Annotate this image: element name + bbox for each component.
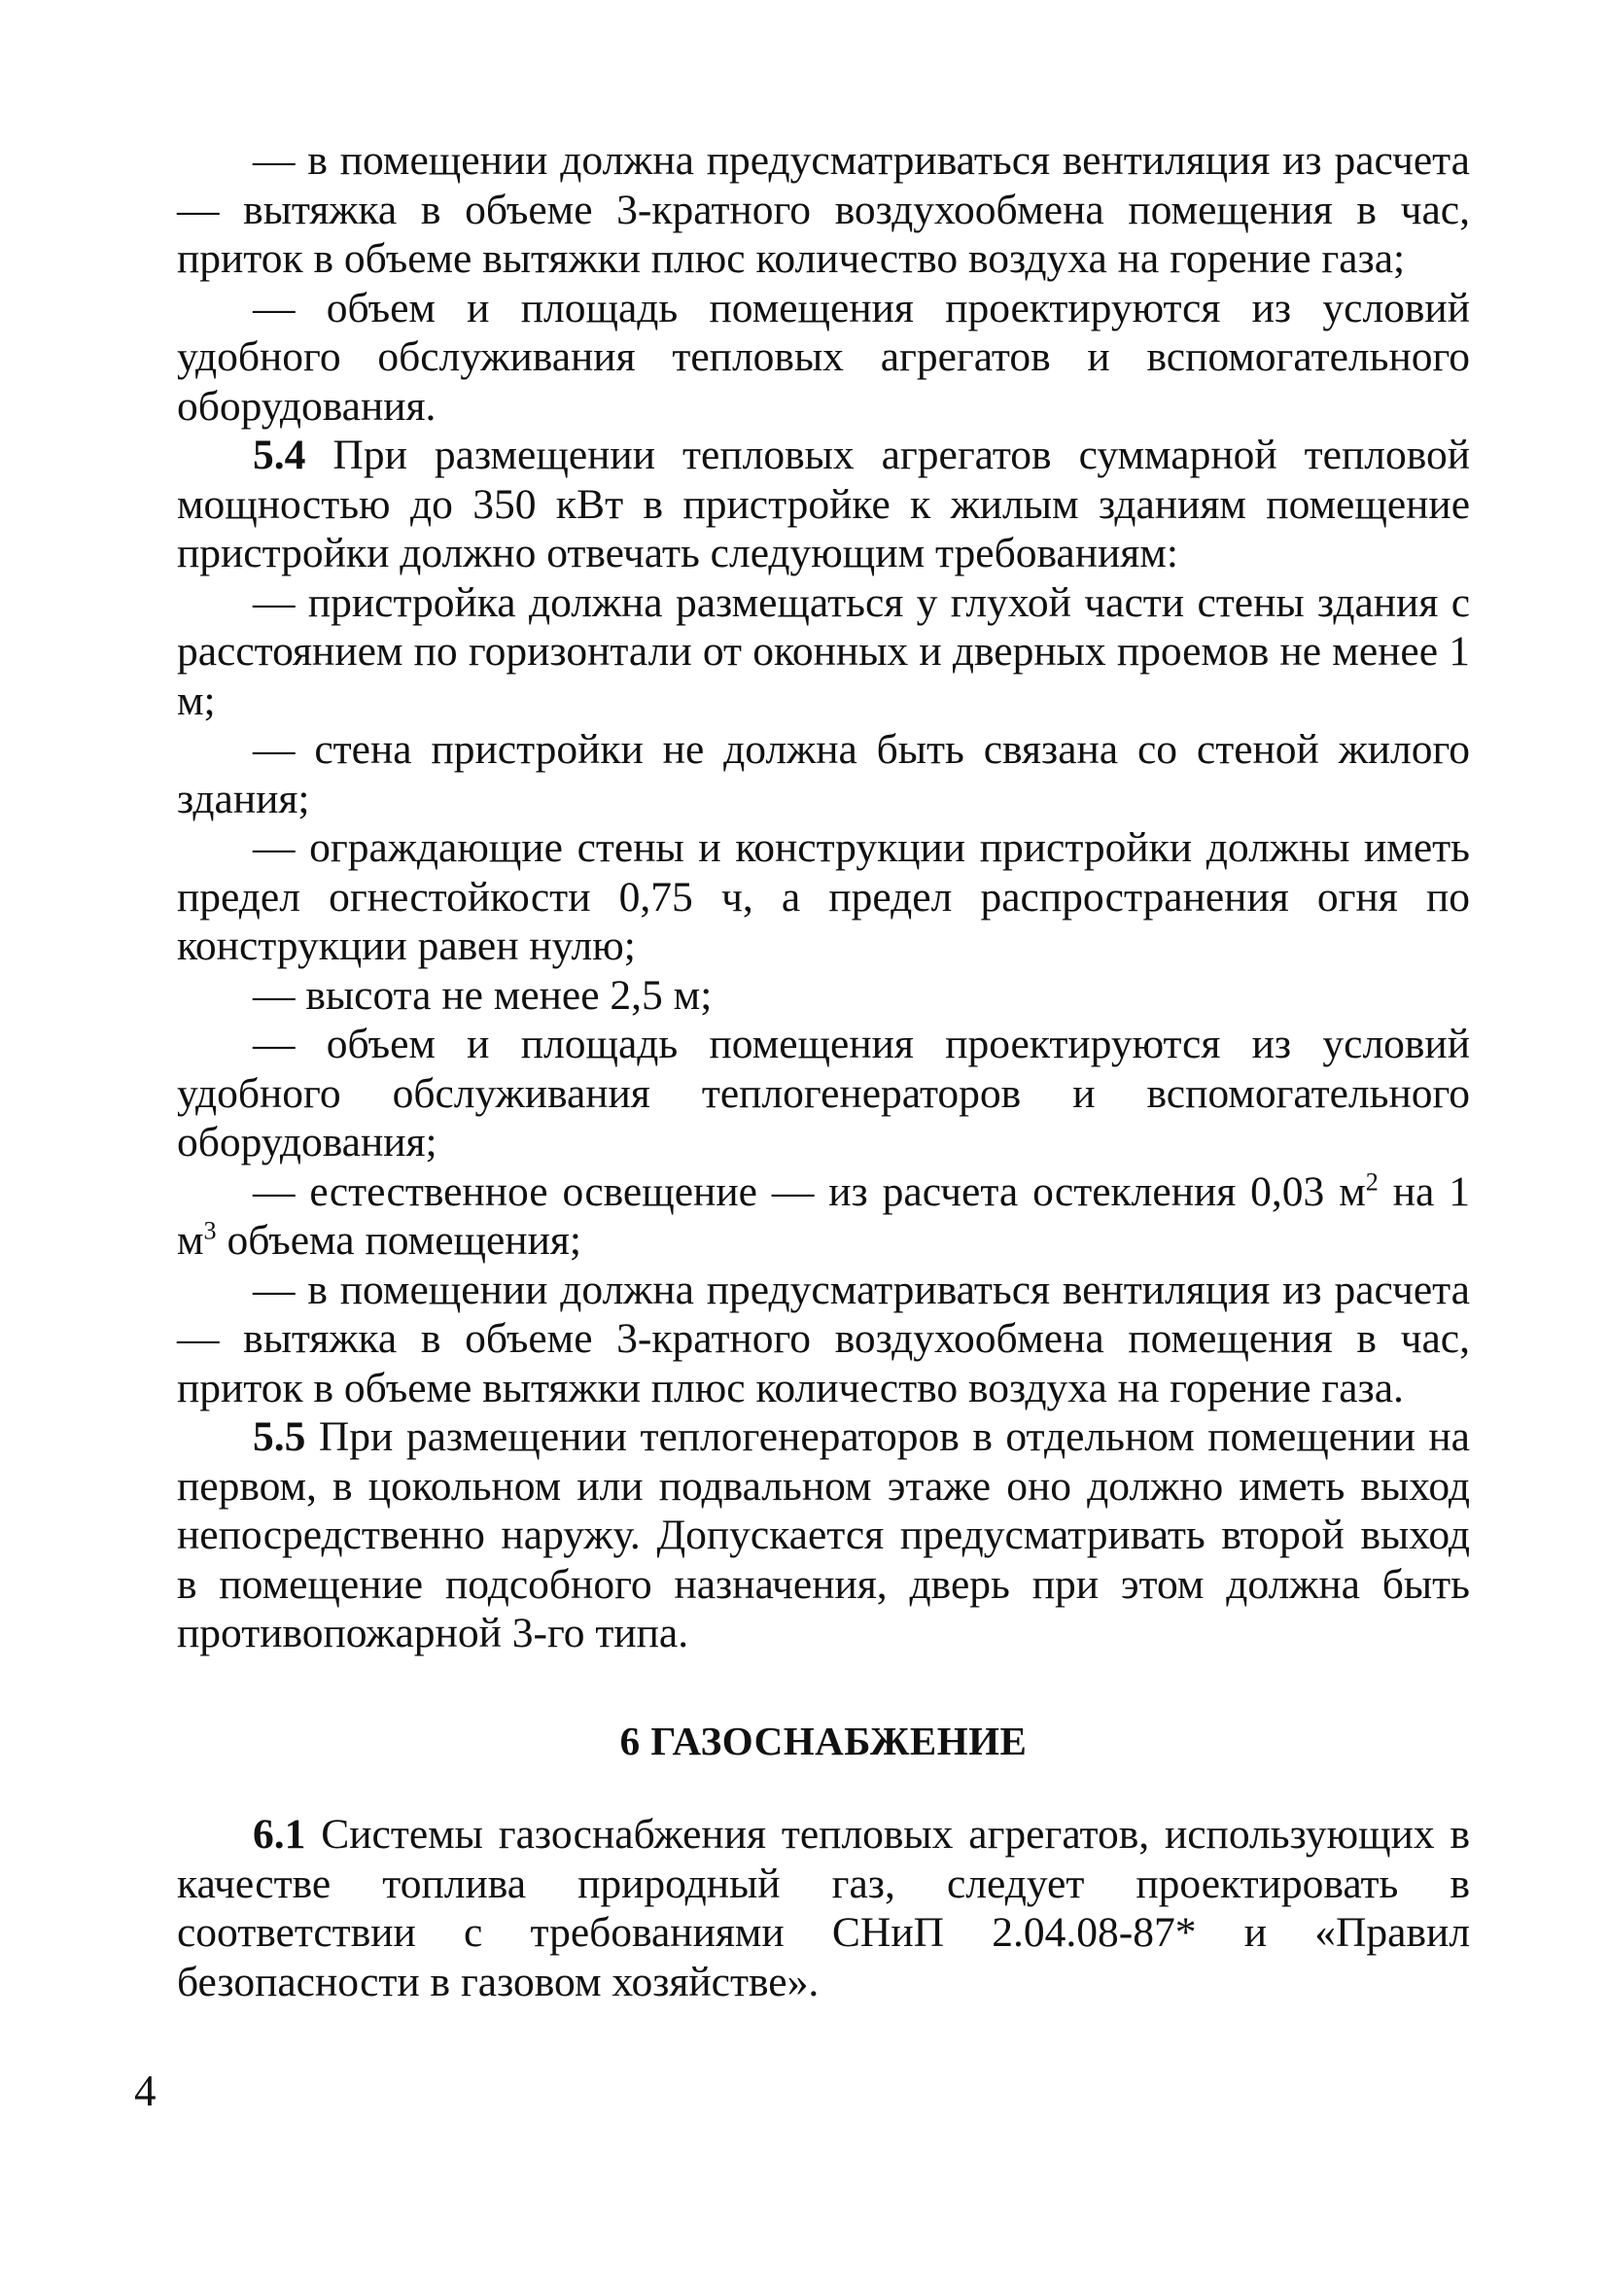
list-item-height: — высота не менее 2,5 м; <box>253 971 713 1019</box>
clause-text: При размещении теплогенераторов в отдельном помещении на первом, в цокольном или подвальном этаже оно должно иметь выход непосредственно наружу. Допускается предусматривать второй выход в помещение подсобного назначения, дверь при этом должна быть противопожарной 3-го типа. <box>177 1413 1470 1656</box>
superscript-2: 2 <box>1365 1166 1379 1196</box>
lighting-text-2: на 1 м <box>177 1167 1470 1264</box>
clause-number: 5.4 <box>253 432 306 478</box>
clause-text: Системы газоснабжения тепловых агрегатов, использующих в качестве топлива природный газ, следует проектировать в соответствии с требованиями СНиП 2.04.08-87* и «Правил безопасности в газовом хозяйстве». <box>177 1811 1470 2005</box>
heading-spacer <box>177 1765 1470 1810</box>
list-item-natural-lighting <box>177 1167 1470 1266</box>
section-spacer <box>177 1658 1470 1717</box>
section-heading: 6 ГАЗОСНАБЖЕНИЕ <box>619 1718 1028 1763</box>
list-item-room-volume: — объем и площадь помещения проектируются из условий удобного обслуживания теплогенераторов и вспомогательного оборудования; <box>177 1021 1470 1165</box>
paragraph-ventilation-5-3: — в помещении должна предусматриваться вентиляция из расчета — вытяжка в объеме 3-кратного воздухообмена помещения в час, приток в объеме вытяжки плюс количество воздуха на горение газа; <box>177 137 1470 282</box>
document-page <box>177 136 1470 2006</box>
clause-text: При размещении тепловых агрегатов суммарной тепловой мощностью до 350 кВт в пристройке к жилым зданиям помещение пристройки должно отвечать следующим требованиям: <box>177 432 1470 576</box>
paragraph-room-volume-5-3: — объем и площадь помещения проектируются из условий удобного обслуживания тепловых агрегатов и вспомогательного оборудования. <box>177 284 1470 430</box>
clause-5-5 <box>177 1412 1470 1658</box>
clause-6-1 <box>177 1810 1470 2006</box>
clause-number: 5.5 <box>253 1413 306 1460</box>
list-item-ventilation: — в помещении должна предусматриваться вентиляция из расчета — вытяжка в объеме 3-кратного воздухообмена помещения в час, приток в объеме вытяжки плюс количество воздуха на горение газа. <box>177 1266 1470 1411</box>
clause-number: 6.1 <box>253 1811 306 1858</box>
list-item-fire-resistance: — ограждающие стены и конструкции пристройки должны иметь предел огнестойкости 0,75 ч, а предел распространения огня по конструкции равен нулю; <box>177 824 1470 969</box>
superscript-3: 3 <box>203 1216 217 1245</box>
page-number: 4 <box>134 2067 157 2115</box>
lighting-text-3: объема помещения; <box>216 1217 581 1264</box>
clause-5-4 <box>177 431 1470 578</box>
list-item-extension-location: — пристройка должна размещаться у глухой части стены здания с расстоянием по горизонтали от оконных и дверных проемов не менее 1 м; <box>177 578 1470 724</box>
lighting-text-1: — естественное освещение — из расчета остекления 0,03 м <box>253 1167 1366 1215</box>
list-item-extension-wall: — стена пристройки не должна быть связана со стеной жилого здания; <box>177 726 1470 822</box>
